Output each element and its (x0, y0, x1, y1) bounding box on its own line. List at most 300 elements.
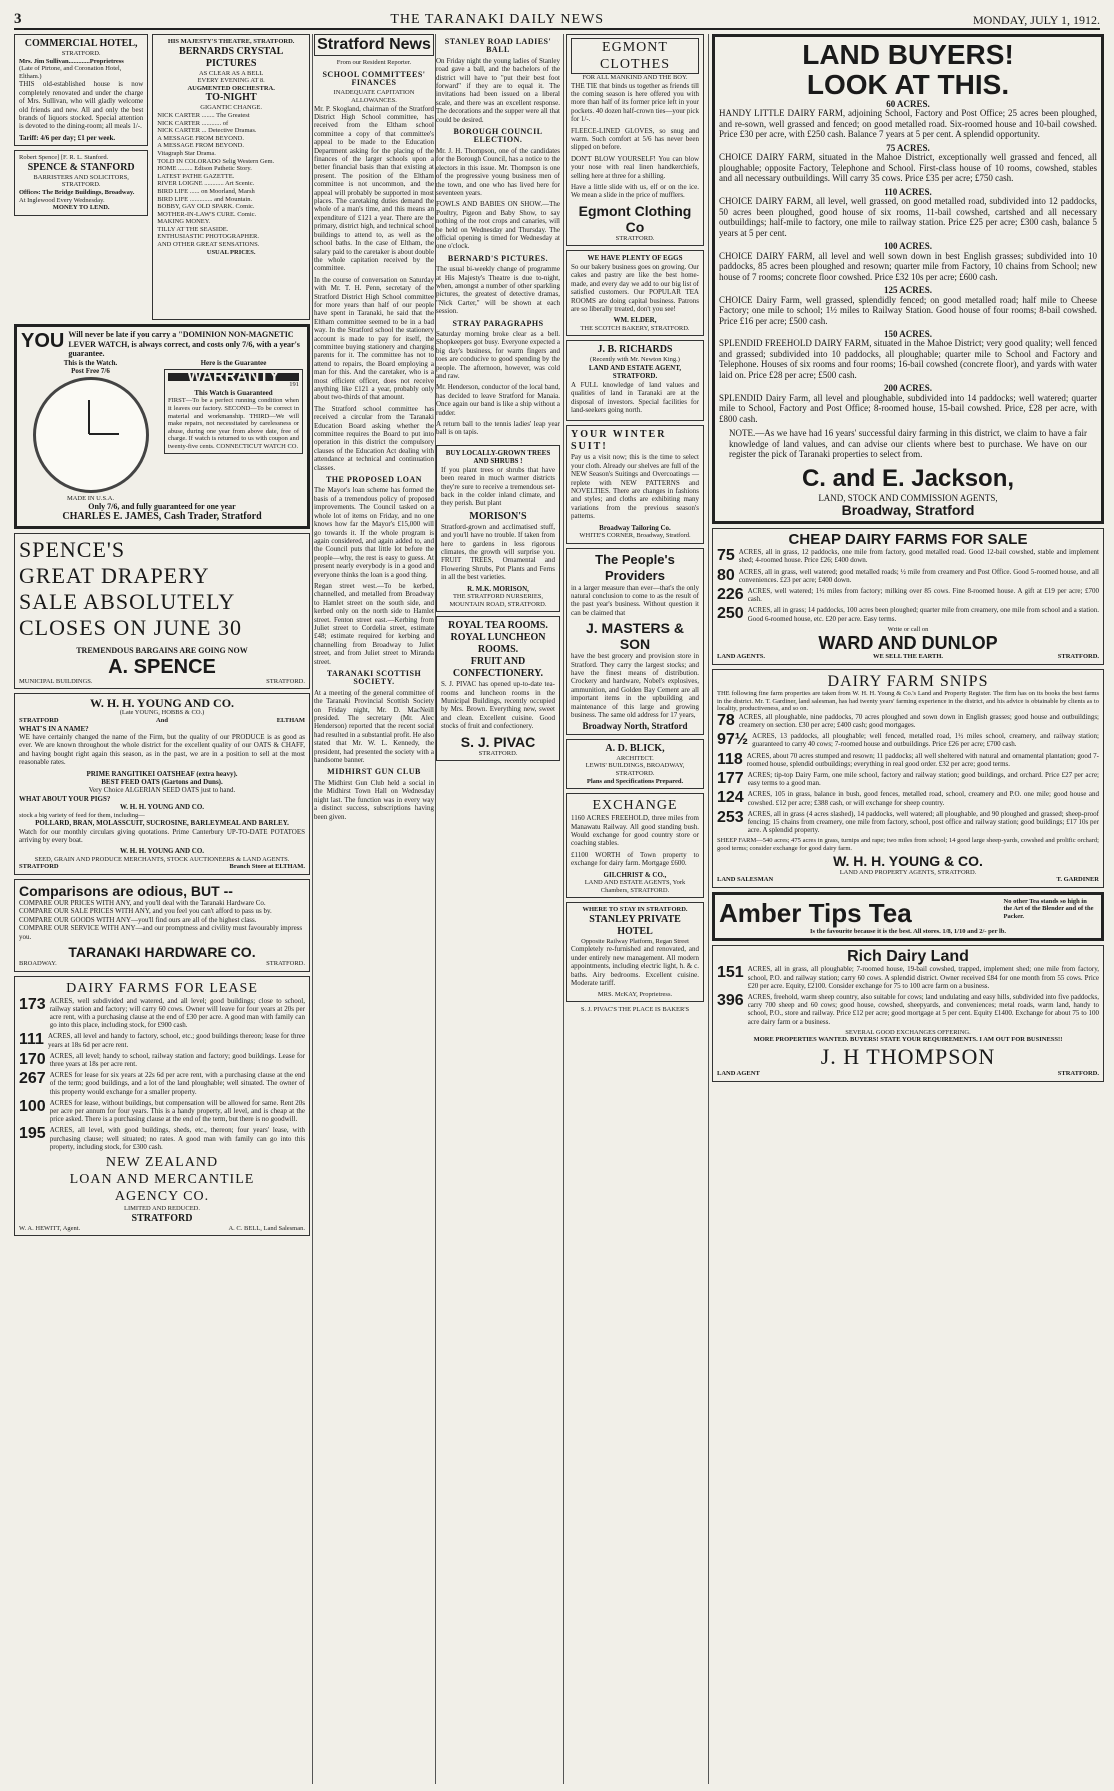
suit-text: Pay us a visit now; this is the time to select your cloth. Already our shelves are full of the NEW Season's Suitings and Overcoatings —replete with NEW PATTERNS and NOVELTIES. There are changes in fashions and styles; and cloths are exhibiting many variations from the previous season's patterns. (571, 453, 699, 521)
amber-tea-ad (712, 892, 1104, 942)
thompson-right: STRATFORD. (1057, 1070, 1099, 1078)
farm-acres: 150 ACRES. (883, 329, 932, 340)
egmont-name: Egmont Clothing Co (578, 202, 692, 235)
ward-right: STRATFORD. (1057, 653, 1100, 661)
egmont-title: EGMONT CLOTHES (571, 38, 699, 74)
programme-item: NICK CARTER ............ of (157, 119, 229, 127)
lease-acres: 267 (19, 1070, 46, 1088)
rich-listing (717, 965, 1099, 990)
news-heading: THE PROPOSED LOAN (325, 475, 423, 485)
sheep-farm: SHEEP FARM—540 acres; 475 acres in grass, turnips and rape; two miles from school; 14 good large sheep-yards, cowshed and prolific orchard; good terms; consider exchange for good dairy farm. (717, 837, 1099, 853)
salesman-label: LAND SALESMAN (717, 876, 774, 884)
news-subheading: INADEQUATE CAPITATION ALLOWANCES. (333, 89, 415, 104)
watch-ad (14, 324, 310, 529)
issue-date: MONDAY, JULY 1, 1912. (972, 13, 1100, 27)
blick-ad (566, 739, 704, 789)
egmont-para: THE TIE that binds us together as friends till the coming season is here offered you with more than half of its former price left in your pockets. 40 dozen half-crown ties—your pick for 1/-. (571, 81, 699, 124)
young-stock: W. H. H. YOUNG AND CO. (119, 803, 205, 812)
jackson-note: NOTE.—As we have had 16 years' successful dairy farming in this district, we claim to have a fair knowledge of land values, and can advise our clients where best to purchase. We have on our register the pick of Taranaki properties to select from. (729, 428, 1087, 460)
farm-listing (719, 242, 1097, 282)
young-question: WHAT'S IN A NAME? (19, 724, 89, 733)
amber-tea-title: Amber Tips Tea (719, 897, 912, 928)
snip-desc: ACRES, about 70 acres stumped and resown; 11 paddocks; all well sheltered with natural and ornamental plantation; good 7-roomed house, splendid outbuildings; everything in real good order. £32 per acre; good terms. (746, 751, 1099, 768)
column-4 (566, 34, 704, 1784)
morison-ad (436, 445, 560, 612)
morison-text2: Stratford-grown and acclimatised stuff, and you'll have no trouble. If taken from here to gardens in less rigorous climates, the growth will surprise you. FRUIT TREES, Ornamental and Flowering Shrubs, Pot Plants and Ferns in all the best varieties. (441, 522, 555, 582)
young-footer (19, 863, 305, 871)
egmont-para: DON'T BLOW YOURSELF! You can blow your nose with real linen handkerchiefs, selling here at three for a shilling. (571, 154, 699, 180)
hotel-proprietor: Mrs. Jim Sullivan.............Proprietress (19, 57, 124, 65)
lease-desc: ACRES, all level; handy to school, railway station and factory; good buildings. Lease for three years at 18s per acre rent. (49, 1051, 305, 1069)
bakery-signature: WM. ELDER, (613, 316, 657, 325)
amber-tea-side: No other Tea stands so high in the Art of the Blender and of the Packer. (1003, 897, 1094, 921)
theatre-top: HIS MAJESTY'S THEATRE, STRATFORD. (167, 38, 295, 45)
news-paragraph: Saturday morning broke clear as a bell. Shopkeepers got busy. Everyone expected a big day's business, for warm fingers and toes are conducive to good spending by the people. The afternoon, however, was cold and raw. (436, 330, 560, 381)
young-sub: LAND AND PROPERTY AGENTS, STRATFORD. (839, 868, 977, 876)
thompson-ad (712, 945, 1104, 1081)
spence-line1: SPENCE'S (19, 537, 126, 563)
stanley-hotel-ad (566, 902, 704, 1002)
exchange-text: 1160 ACRES FREEHOLD, three miles from Manawatu Railway. All good standing bush. Would exchange for good country store or coaching stables. (571, 814, 699, 848)
news-paragraph: On Friday night the young ladies of Stanley road gave a ball, and the bachelors of the district will have to "put their best foot forward" if they are to equal it. The invitations had been issued on a liberal scale, and there was an excellent response. The decorations and the supper were all that could be desired. (436, 56, 560, 124)
watch-lead-row (21, 330, 303, 359)
farm-text: SPLENDID Dairy Farm, all level and ploughable, subdivided into 14 paddocks; well watered; quarter mile to School, Factory and Post Office; 8-roomed house, 15-bail cowshed. Price, £28 per acre, with £800 cash. (719, 392, 1097, 424)
column-footer: S. J. PIVAC'S THE PLACE IS BAKER'S (580, 1006, 690, 1014)
programme-item: TILLY AT THE SEASIDE. (157, 225, 229, 233)
programme-item: MOTHER-IN-LAW'S CURE. Comic. (157, 210, 257, 218)
programme-item: MAKING MONEY. (157, 218, 211, 226)
hardware-name: TARANAKI HARDWARE CO. (68, 944, 256, 960)
bakery-text: So our bakery business goes on growing. Our cakes and pastry are like the best home-made, and every day we add to our big list of satisfied customers. Our POPULAR TEA ROOMS are doing capital business. Patrons are so liberally treated, don't you see! (571, 262, 699, 313)
morison-title: BUY LOCALLY-GROWN TREES AND SHRUBS ! (445, 448, 551, 466)
lease-acres: 195 (19, 1125, 46, 1143)
news-paragraph: FOWLS AND BABIES ON SHOW.—The Poultry, Pigeon and Baby Show, to say nothing of the root crops and canaries, will be held on Wednesday and Thursday. The official opening is timed for Wednesday at one o'clock. (436, 200, 560, 251)
young-para1: WE have certainly changed the name of the Firm, but the quality of our PRODUCE is as good as ever. We are known throughout the whole district for the excellent quality of our OATS & CHAFF, and having bought right again this season, as in the past, we are in a position to sell at the most reasonable rates. (19, 732, 305, 767)
land-buyers-heading: LAND BUYERS! (802, 39, 1014, 70)
egmont-clothes-ad (566, 34, 704, 246)
hotel-late: (Late of Pirtone, and Coronation Hotel, Eltham.) (19, 65, 122, 80)
left-top-ads (14, 34, 148, 324)
suit-sub: WHITE'S CORNER, Broadway, Stratford. (579, 532, 691, 539)
exchange-title: EXCHANGE (592, 798, 678, 814)
young-stock-text: stock a big variety of feed for them, including— (19, 811, 145, 819)
snip-desc: ACRES, all ploughable, nine paddocks, 70 acres ploughed and sown down in English grasses; good house and outbuildings; creamery on section. £30 per acre; £400 cash; good mortgages. (738, 712, 1099, 730)
watch-made: MADE IN U.S.A. (66, 495, 115, 503)
young-name: W. H. H. YOUNG & CO. (833, 852, 983, 869)
richards-ad (566, 340, 704, 421)
hardware-foot-left: BROADWAY. (19, 960, 57, 967)
hardware-ad (14, 879, 310, 972)
column-1 (14, 34, 310, 1784)
ward-mid: WE SELL THE EARTH. (872, 653, 944, 661)
programme-item: RIVER LOIGNE ............ Art Scenic. (157, 180, 255, 188)
watch-caption: This is the Watch. (63, 358, 118, 367)
cheap-desc: ACRES, all in grass, 12 paddocks, one mile from factory, good metalled road. Good 12-bail cowshed, stable and implement shed; 4-roomed house. Price £26; £400 down. (738, 548, 1099, 565)
top-ads-row (14, 34, 310, 324)
farm-acres: 100 ACRES. (883, 241, 932, 252)
morison-address: THE STRATFORD NURSERIES, MOUNTAIN ROAD, STRATFORD. (449, 592, 547, 608)
cheap-listing (717, 587, 1099, 603)
morison-name: MORISON'S (469, 510, 527, 522)
lease-town: STRATFORD (131, 1212, 193, 1224)
snip-listing (717, 713, 1099, 729)
young-oat3: Very Choice ALGERIAN SEED OATS just to hand. (88, 786, 236, 795)
farm-acres: 75 ACRES. (886, 142, 930, 153)
warranty-card (164, 369, 303, 455)
programme-item: TOLD IN COLORADO Selig Western Gem. (157, 157, 275, 165)
exchange-ad (566, 793, 704, 898)
watch-only: Only 7/6, and fully guaranteed for one year (88, 501, 236, 511)
news-heading: TARANAKI SCOTTISH SOCIETY. (326, 669, 422, 687)
theatre-programme (157, 112, 305, 256)
stratford-news-title: Stratford News (314, 34, 434, 56)
spence-line4: CLOSES ON JUNE 30 (19, 615, 242, 641)
theatre-change: GIGANTIC CHANGE. (200, 104, 263, 112)
jackson-sub: LAND, STOCK AND COMMISSION AGENTS, (818, 492, 998, 503)
news-paragraph: The Midhirst Gun Club held a social in the Midhirst Town Hall on Wednesday night last. The function was in every way a distinct success, subscriptions having been given. (314, 778, 434, 821)
hotel-proprietress: MRS. McKAY, Proprietress. (597, 990, 673, 998)
spence-stanford-ad (14, 150, 148, 216)
richards-sub: (Recently with Mr. Newton King.) (590, 356, 680, 364)
tea-town: STRATFORD. (478, 749, 518, 757)
warranty-text: FIRST—To be a perfect running condition when it leaves our factory. SECOND—To be correct in material and workmanship. THIRD—We will make repairs, not necessitated by carelessness or abuse, during one year from above date, free of charge. If watch is returned to us with coupon and twenty-five cents. CONNECTICUT WATCH CO. (168, 397, 299, 450)
law-firm-offices: Offices: The Bridge Buildings, Broadway. (19, 189, 135, 196)
farm-text: CHOICE Dairy Farm, well grassed, splendidly fenced; on good metalled road; half mile to Cheese Factory; one mile to school; 1½ miles to Railway Station. Good house of four rooms; 8-bail cowshed. Price £16 per acre; £500 cash. (719, 294, 1097, 326)
blick-plans: Plans and Specifications Prepared. (586, 777, 684, 785)
news-paragraph: The Mayor's loan scheme has formed the basis of a tremendous policy of proposed improvements. The Council tasked on a whole lot of items on Friday, and no one knows how far the Mayor's £15,000 will go towards it. If the whole program is again considered, and again added to, and the Council puts that little lot before the people—why, the rest is easy to guess. At present nearly everybody is in a good and everyone thinks the loan is a good thing. (314, 486, 434, 579)
young-salesman (717, 876, 1099, 884)
richards-title: J. B. RICHARDS (597, 344, 673, 356)
snip-listing (717, 810, 1099, 835)
suit-name: Broadway Tailoring Co. (599, 523, 671, 532)
young-loc-mid: And (156, 716, 168, 724)
programme-item: BOBBY, GAY OLD SPARK. Comic. (157, 203, 255, 211)
rich-acres: 396 (717, 992, 744, 1010)
lease-desc: ACRES for lease for six years at 22s 6d per acre rent, with a purchasing clause at the end of the term; good buildings, and a lot of the land ploughable; well situated. The owner of this property would exchange for a smaller property. (49, 1071, 305, 1096)
bakery-sub: THE SCOTCH BAKERY, STRATFORD. (580, 324, 690, 332)
snip-listing (717, 790, 1099, 806)
farm-listing (719, 384, 1097, 424)
page-number: 3 (14, 11, 22, 27)
law-firm-role: BARRISTERS AND SOLICITORS, STRATFORD. (33, 173, 129, 189)
spence-line2: GREAT DRAPERY (19, 563, 210, 589)
hotel-sub: Opposite Railway Platform, Regan Street (581, 937, 689, 945)
programme-item: LATEST PATHE GAZETTE. (157, 172, 235, 180)
news-heading: MIDHIRST GUN CLUB (327, 767, 421, 777)
lease-acres: 111 (19, 1031, 44, 1049)
farm-text: CHOICE DAIRY FARM, all level, well grassed, on good metalled road, subdivided into 12 paddocks, 50 acres been ploughed, good house of six rooms, 11-bail cowshed, cartshed and all necessary outbuildings; half-mile to factory, one mile to railway station. Price £25 per acre; £300 cash, balance 5 years at 5 per cent. (719, 196, 1097, 238)
lease-listing (19, 1071, 305, 1096)
column-rule (312, 34, 313, 1784)
blick-sub: ARCHITECT. (616, 754, 654, 762)
lease-title: DAIRY FARMS FOR LEASE (66, 980, 258, 996)
snip-desc: ACRES, 105 in grass, balance in bush, good fences, metalled road, school, creamery and P.O. one mile; good house and cowshed. £12 per acre; £388 cash, or will exchange for sheep country. (747, 790, 1099, 807)
programme-item: NICK CARTER ... Detective Dramas. (157, 127, 257, 135)
providers-title: The People's Providers (595, 551, 675, 583)
farm-acres: 125 ACRES. (883, 285, 932, 296)
newspaper-title: THE TARANAKI DAILY NEWS (390, 12, 605, 27)
lease-desc: ACRES, all level, with good buildings, sheds, etc., thereon; four years' lease, with purchasing clause; well situated; no rates. A good man with family can go into this property, including stock, for £300 cash. (49, 1126, 305, 1151)
hardware-line: COMPARE OUR GOODS WITH ANY—you'll find ours are all of the highest class. (19, 915, 257, 924)
news-byline: From our Resident Reporter. (336, 59, 412, 66)
watch-right (164, 359, 303, 503)
hotel-text: Completely re-furnished and renovated, and under entirely new management. All modern appointments, including electric light, h. & c. baths. Airy bedrooms. Excellent cuisine. Moderate tariff. (571, 945, 699, 988)
providers-name: J. MASTERS & SON (585, 620, 684, 653)
farm-text: CHOICE DAIRY FARM, all level and well sown down in best English grasses; subdivided into 10 paddocks, 85 acres been ploughed and resown; quarter mile from Factory, 10 chains from School; new house of 7 rooms; concrete floor cowshed. Price £32 10s per acre; £600 cash. (719, 250, 1097, 282)
morison-signature: R. M.K. MORISON, (467, 584, 529, 593)
news-paragraph: Mr. P. Skogland, chairman of the Stratford District High School committee, has received from the Eltham school committee a copy of that committee's appeal to be made to the Education Department asking for the placing of the finances of the larger schools upon a better financial basis than that existing at present. The position of the Eltham committee is not uncommon, and the appeal will probably be supported in most places. The caretaking duties demand the whole of a man's time, and this means an expenditure of £121 a year. There are the primary, district high, and technical school buildings to attend to, as well as the school baths. In the case of Eltham, the salary paid to the caretaker is about double the whole capitation received by the committee. (314, 104, 434, 273)
egmont-para: Have a little slide with us, elf or on the ice. We mean a slide in the price of mufflers. (571, 183, 699, 200)
thompson-footer (717, 1070, 1099, 1078)
lease-salesman: A. C. BELL, Land Salesman. (228, 1224, 305, 1232)
lease-ad (14, 976, 310, 1237)
cheap-listing (717, 568, 1099, 584)
ward-footer (717, 653, 1099, 661)
lawyer-names: Robert Spence] [F. R. L. Stanford. (19, 154, 109, 162)
news-paragraph: At a meeting of the general committee of the Taranaki Provincial Scottish Society on Friday night, Mr. D. MacNeill presided. The secretary (Mr. Alec Henderson) reported that the recent social had resulted in a substantial profit. He also stated that Mr. W. L. Kennedy, the president, had presented the society with a handsome banner. (314, 688, 434, 765)
cheap-farms-title: CHEAP DAIRY FARMS FOR SALE (788, 531, 1028, 549)
spence-foot (19, 678, 305, 686)
gilchrist-name: GILCHRIST & CO., (603, 870, 667, 879)
farm-text: CHOICE DAIRY FARM, situated in the Mahoe District, exceptionally well grassed and fenced, all ploughable; opposite Factory, Telephone and School. First-class house of 10 rooms, cowshed, stables and all necessary outbuildings. Will carry 35 cows. Price £35 per acre; £750 cash. (719, 152, 1097, 184)
providers-text2: have the best grocery and provision store in Stratford. They carry the largest stocks; and have the finest means of distribution. Crockery and hardware, Nobel's explosives, ammunition, and Golden Bay Cement are all important items in the upbuilding and maintenance of this large and growing business. The same old address for 17 years, (571, 652, 699, 720)
young-locations (19, 717, 305, 725)
hardware-line: COMPARE OUR PRICES WITH ANY, and you'll deal with the Taranaki Hardware Co. (19, 898, 266, 907)
young-signature: W. H. H. YOUNG AND CO. (119, 847, 205, 856)
scotch-bakery-ad (566, 250, 704, 336)
column-2 (314, 34, 434, 1784)
young-oat1: PRIME RANGITIKEI OATSHEAF (extra heavy). (86, 769, 238, 778)
programme-item: USUAL PRICES. (206, 248, 256, 256)
farm-listing (719, 144, 1097, 184)
farm-listing (719, 286, 1097, 326)
snip-listing (717, 732, 1099, 748)
snip-acres: 177 (717, 770, 744, 788)
warranty-title: WARRANTY (168, 373, 299, 381)
lease-acres: 173 (19, 995, 46, 1013)
lease-acres: 170 (19, 1050, 46, 1068)
ward-name: WARD AND DUNLOP (818, 633, 998, 654)
news-paragraph: Mr. J. H. Thompson, one of the candidates for the Borough Council, has a notice to the electors in this issue. Mr. Thompson is one of the progressive young business men of the town, and one who has lived here for seventeen years. (436, 146, 560, 197)
young-para2: Watch for our monthly circulars giving quotations. Prime Canterbury UP-TO-DATE POTATOES arriving by every boat. (19, 827, 305, 844)
snip-acres: 78 (717, 711, 735, 729)
young-foot-left: STRATFORD (19, 863, 59, 871)
watch-dealer: CHARLES E. JAMES, Cash Trader, Stratford (62, 511, 262, 523)
cheap-listing (717, 606, 1099, 622)
tea-signature: S. J. PIVAC (460, 733, 536, 750)
providers-address: Broadway North, Stratford (582, 721, 688, 732)
theatre-orchestra: AUGMENTED ORCHESTRA. (187, 84, 275, 92)
amber-row (719, 898, 1097, 928)
hardware-line: COMPARE OUR SALE PRICES WITH ANY, and you feel you can't afford to pass us by. (19, 907, 272, 916)
commercial-hotel-ad (14, 34, 148, 146)
suit-title: YOUR WINTER SUIT! (571, 429, 667, 453)
cheap-desc: ACRES, all in grass; 14 paddocks, 100 acres been ploughed; quarter mile from creamery, one mile from school and a station. Good 6-roomed house, etc. £20 per acre. Easy terms. (747, 606, 1099, 623)
programme-item: AND OTHER GREAT SENSATIONS. (157, 241, 260, 249)
young-loc-right: ELTHAM (276, 716, 306, 724)
news-heading: STRAY PARAGRAPHS (452, 318, 544, 328)
lease-company-line2: LOAN AND MERCANTILE (69, 1172, 255, 1188)
watch-you: YOU (21, 330, 65, 352)
programme-item: A MESSAGE FROM BEYOND. (157, 142, 244, 150)
watch-lead: Will never be late if you carry a "DOMINION NON-MAGNETIC LEVER WATCH, is always correct, and costs only 7/6, with a year's guarantee. (68, 330, 300, 358)
law-firm-name: SPENCE & STANFORD (27, 161, 135, 173)
news-paragraph: In the course of conversation on Saturday with Mr. T. H. Penn, secretary of the Stratford District High School committee for more years than half of our people have spent in Taranaki, he said that the Eltham committee seemed to be in a bad way. In the Stratford school the stationery account is made to pay for itself, the committee buying stationery and charging parents for it. The committee has not to attend to repairs, the Board employing a man for this. And the caretaker, who is a most efficient officer, does not receive anything like £121 a year, probably only about two-thirds of that amount. (314, 275, 434, 402)
hardware-title: Comparisons are odious, BUT -- (19, 882, 233, 899)
cheap-desc: ACRES, all in grass, well watered; good metalled roads; ½ mile from creamery and Post Office. Good 5-roomed house, and all conveniences. £23 per acre; £400 down. (738, 567, 1099, 584)
rich-land-title: Rich Dairy Land (847, 948, 969, 966)
richards-heading: LAND AND ESTATE AGENT, STRATFORD. (588, 363, 682, 381)
cheap-acres: 80 (717, 566, 735, 584)
salesman-name: T. GARDINER (1056, 876, 1099, 884)
snip-acres: 253 (717, 808, 744, 826)
programme-item: ENTHUSIASTIC PHOTOGRAPHER. (157, 233, 260, 241)
farm-text: SPLENDID FREEHOLD DAIRY FARM, situated in the Mahoe District; very good quality; well fenced and grassed; subdivided into 10 paddocks, all ploughable; quarter mile to School and Factory and Telephone. Houses of six rooms and four rooms; 16-bail cowshed (concrete floor), and yards with water laid on. Price £28 per acre; £500 cash. (719, 338, 1097, 380)
look-at-this-heading: LOOK AT THIS. (806, 69, 1010, 100)
snip-listing (717, 771, 1099, 787)
snip-acres: 118 (717, 750, 743, 768)
snip-acres: 97½ (717, 731, 749, 749)
young-role: SEED, GRAIN AND PRODUCE MERCHANTS, STOCK AUCTIONEERS & LAND AGENTS. (34, 855, 290, 863)
providers-text: in a larger measure than ever—that's the only natural conclusion to come to as the result of the past year's business. Without question it can be claimed that (571, 583, 699, 617)
farm-listing (719, 100, 1097, 140)
column-3 (436, 34, 560, 1784)
farm-acres: 110 ACRES. (884, 186, 932, 197)
lease-desc: ACRES, well subdivided and watered, and all level; good buildings; close to school, railway station and factory; will carry 60 cows. Owner will leave for four years at 20s per acre rent, with a purchasing clause at the end of £30 per acre. A good man with family can go into this place, including stock, for £900 cash. (49, 996, 305, 1030)
hotel-tariff: Tariff: 4/6 per day; £1 per week. (19, 133, 116, 142)
lease-footer (19, 1225, 305, 1233)
lease-desc: ACRES, all level and handy to factory, school, etc.; good buildings thereon; lease for three years at 18s 6d per acre rent. (47, 1032, 305, 1049)
cheap-acres: 226 (717, 586, 744, 604)
ward-left: LAND AGENTS. (717, 653, 766, 661)
bakery-title: WE HAVE PLENTY OF EGGS (587, 254, 683, 263)
lease-listing (19, 1032, 305, 1048)
cheap-desc: ACRES, well watered; 1½ miles from factory; milking over 85 cows. Fine 8-roomed house. A gift at £19 per acre; £700 cash. (747, 587, 1099, 604)
exchange-text: £1100 WORTH of Town property to exchange for dairy farm. Mortgage £600. (571, 850, 699, 868)
programme-item: BIRD LIFE .............. and Mountain. (157, 195, 253, 203)
farm-snips-ad (712, 669, 1104, 888)
thompson-name: J. H THOMPSON (820, 1044, 996, 1070)
news-heading: SCHOOL COMMITTEES' FINANCES (322, 69, 426, 87)
snip-listing (717, 752, 1099, 768)
programme-item: NICK CARTER ........ The Greatest (157, 111, 250, 119)
spence-town: STRATFORD. (266, 677, 305, 685)
programme-item: HOME ......... Edison Pathetic Story. (157, 165, 252, 173)
hotel-place: STRATFORD. (61, 50, 101, 57)
ward-write: Write or call on (887, 625, 929, 633)
hardware-foot-right: STRATFORD. (266, 960, 305, 967)
lease-company-line1: NEW ZEALAND (105, 1155, 219, 1171)
news-heading: STANLEY ROAD LADIES' BALL (444, 37, 552, 55)
tea-line3: FRUIT AND CONFECTIONERY. (452, 656, 544, 680)
farm-text: HANDY LITTLE DAIRY FARM, adjoining School, Factory and Post Office; 25 acres been ploughed, and re-sown, well grassed and fenced; on good metalled road. Six-roomed house and 10-bail cowshed. Price £30 per acre, with £250 cash. Balance 7 years at 5 per cent. A splendid opportunity. (719, 108, 1097, 140)
watch-post-free: Post Free 7/6 (71, 366, 110, 375)
hotel-name: STANLEY PRIVATE HOTEL (589, 913, 681, 937)
rich-acres: 151 (717, 964, 744, 982)
snip-desc: ACRES, all in grass (4 acres slashed), 14 paddocks, well watered; all ploughable, and 90 ploughed and grassed; sheep-proof fencing; 15 chains from creamery, one mile from factory, school, post office and railway station; good buildings; £17 10s per acre. A splendid property. (747, 809, 1099, 835)
thompson-left: LAND AGENT (717, 1070, 760, 1078)
masthead (14, 8, 1100, 30)
egmont-para: FLEECE-LINED GLOVES, so snug and warm. Such comfort at 5/6 has never been slipped on before. (571, 126, 699, 152)
hotel-heading: WHERE TO STAY IN STRATFORD. (582, 906, 688, 914)
more-wanted: MORE PROPERTIES WANTED. BUYERS! STATE YOUR REQUIREMENTS. I AM OUT FOR BUSINESS!! (753, 1036, 1063, 1044)
lease-company-line4: LIMITED AND REDUCED. (123, 1205, 200, 1213)
news-heading: BOROUGH COUNCIL ELECTION. (453, 127, 543, 145)
several-exchanges: SEVERAL GOOD EXCHANGES OFFERING. (845, 1028, 971, 1036)
rich-desc: ACRES, freehold, warm sheep country, also suitable for cows; land undulating and easy hills, subdivided into five paddocks, carry 700 sheep and 60 cows; good house, cowshed, sheepyards, and conveniences; metal roads, warm land, handy to school, P.O., store and railway. Price £12 per acre; good mortgage at 5 per cent. Equity £1400. Exchange for about 75 to 100 acre dairy farm or a business. (747, 993, 1099, 1026)
news-heading: BERNARD'S PICTURES. (447, 253, 549, 263)
cheap-acres: 250 (717, 605, 744, 623)
column-rule (708, 34, 709, 1784)
cheap-acres: 75 (717, 547, 735, 565)
theatre-ad (152, 34, 310, 320)
spence-name: A. SPENCE (108, 655, 216, 678)
tea-text: S. J. PIVAC has opened up-to-date tea-rooms and luncheon rooms in the Municipal Buildings, recently occupied by Mrs. Brown. Everything new, sweet and clean. Excellent cuisine. Good stocks of fruit and confectionery. (441, 680, 555, 731)
tea-line2: ROYAL LUNCHEON ROOMS. (450, 632, 546, 656)
blick-title: A. D. BLICK, (605, 742, 665, 754)
young-late: (Late YOUNG, HOBBS & CO.) (119, 709, 205, 717)
programme-item: BIRD LIFE ...... on Moorland, Marsh (157, 187, 255, 195)
snips-title: DAIRY FARM SNIPS (827, 673, 989, 691)
tea-line1: ROYAL TEA ROOMS. (448, 620, 548, 632)
spence-bargains: TREMENDOUS BARGAINS ARE GOING NOW (76, 646, 248, 656)
column-5 (712, 34, 1104, 1784)
amber-tea-footer: Is the favourite because it is the best. All stores. 1/8, 1/10 and 2/- per lb. (809, 927, 1007, 935)
spence-line3: SALE ABSOLUTELY (19, 589, 236, 615)
lease-desc: ACRES for lease, without buildings, but compensation will be allowed for same. Rent 20s per acre per annum for four years. This is a handy property, all level, and is cheap at the price asked. There is a purchasing clause at the end of the term, but there is no goodwill. (49, 1098, 305, 1124)
news-paragraph: The Stratford school committee has received a circular from the Taranaki Education Board asking whether the committee requires the Board to put into operation in this district the compulsory clauses of the Education Act dealing with attendance at technical and continuation classes. (314, 404, 434, 472)
young-oat2: BEST FEED OATS (Gartons and Duns). (101, 777, 223, 786)
hardware-line: COMPARE OUR SERVICE WITH ANY—and our promptness and civility must favourably impress you. (19, 924, 303, 941)
farm-acres: 60 ACRES. (886, 99, 930, 109)
lease-listing (19, 1126, 305, 1151)
jackson-address: Broadway, Stratford (841, 502, 975, 519)
watch-left (21, 359, 160, 503)
news-paragraph: Mr. Henderson, conductor of the local band, has decided to leave Stratford for Manaia. Once again our band is like a ship without a rudder. (436, 383, 560, 417)
rich-listing (717, 993, 1099, 1026)
farm-listing (719, 188, 1097, 238)
lease-listing (19, 1099, 305, 1124)
hotel-body: THIS old-established house is now completely renovated and under the charge of Mrs. Sullivan, who will gladly welcome old friends and new. All and only the best brands of liquors stocked. Special attention is devoted to the dining-room; all meals 1/-. (19, 80, 144, 131)
law-firm-inglewood: At Inglewood Every Wednesday. (19, 196, 105, 204)
farm-acres: 200 ACRES. (883, 383, 932, 394)
lease-listing (19, 1052, 305, 1068)
spence-sale-ad (14, 533, 310, 689)
morison-text: If you plant trees or shrubs that have been reared in much warmer districts they're sure to receive a tremendous set-back in the colder inland climate, and they perish. But plant (441, 465, 555, 508)
egmont-subtitle: FOR ALL MANKIND AND THE BOY. (582, 74, 688, 81)
jackson-name: C. and E. Jackson, (801, 464, 1015, 492)
snip-acres: 124 (717, 789, 744, 807)
jackson-ad (712, 34, 1104, 524)
snips-intro: THE following fine farm properties are taken from W. H. H. Young & Co.'s Land and Property Register. The firm has on its books the best farms in the district. Mr. T. Gardiner, land salesman, has had twenty years' farming experience in the district, and his advice is obtainable by clients as to locality, productiveness, and so on. (717, 690, 1099, 713)
gilchrist-sub: LAND AND ESTATE AGENTS, York Chambers, STRATFORD. (584, 879, 686, 894)
programme-item: Vitagraph Star Drama. (157, 149, 216, 157)
young-feeds: POLLARD, BRAN, MOLASSCUIT, SUCROSINE, BARLEYMEAL AND BARLEY. (35, 819, 289, 828)
farm-listing (719, 330, 1097, 380)
cheap-listing (717, 548, 1099, 564)
news-paragraph: A return ball to the tennis ladies' leap year ball is on tapis. (436, 420, 560, 437)
snip-desc: ACRES, 13 paddocks, all ploughable; well fenced, metalled road, 1½ miles school, creamery, and railway station; guaranteed to carry 40 cows; 7-roomed house and outbuildings. Price £26 per acre; £700 cash. (752, 732, 1099, 749)
young-co-ad (14, 693, 310, 875)
theatre-sub2: EVERY EVENING AT 8. (197, 77, 265, 85)
pocket-watch-illustration (33, 377, 149, 493)
news-paragraph: The usual bi-weekly change of programme at His Majesty's Theatre is due to-night, when, amongst a number of other sparkling pictures, the greatest of detective dramas, "Nick Carter," will be shown at each session. (436, 265, 560, 316)
lease-agent: W. A. HEWITT, Agent. (19, 1224, 81, 1232)
warranty-subtitle: This Watch is Guaranteed (194, 388, 273, 397)
hardware-footer (19, 960, 305, 968)
warranty-year: 191 (289, 381, 299, 389)
programme-item: A MESSAGE FROM BEYOND. (157, 134, 244, 142)
